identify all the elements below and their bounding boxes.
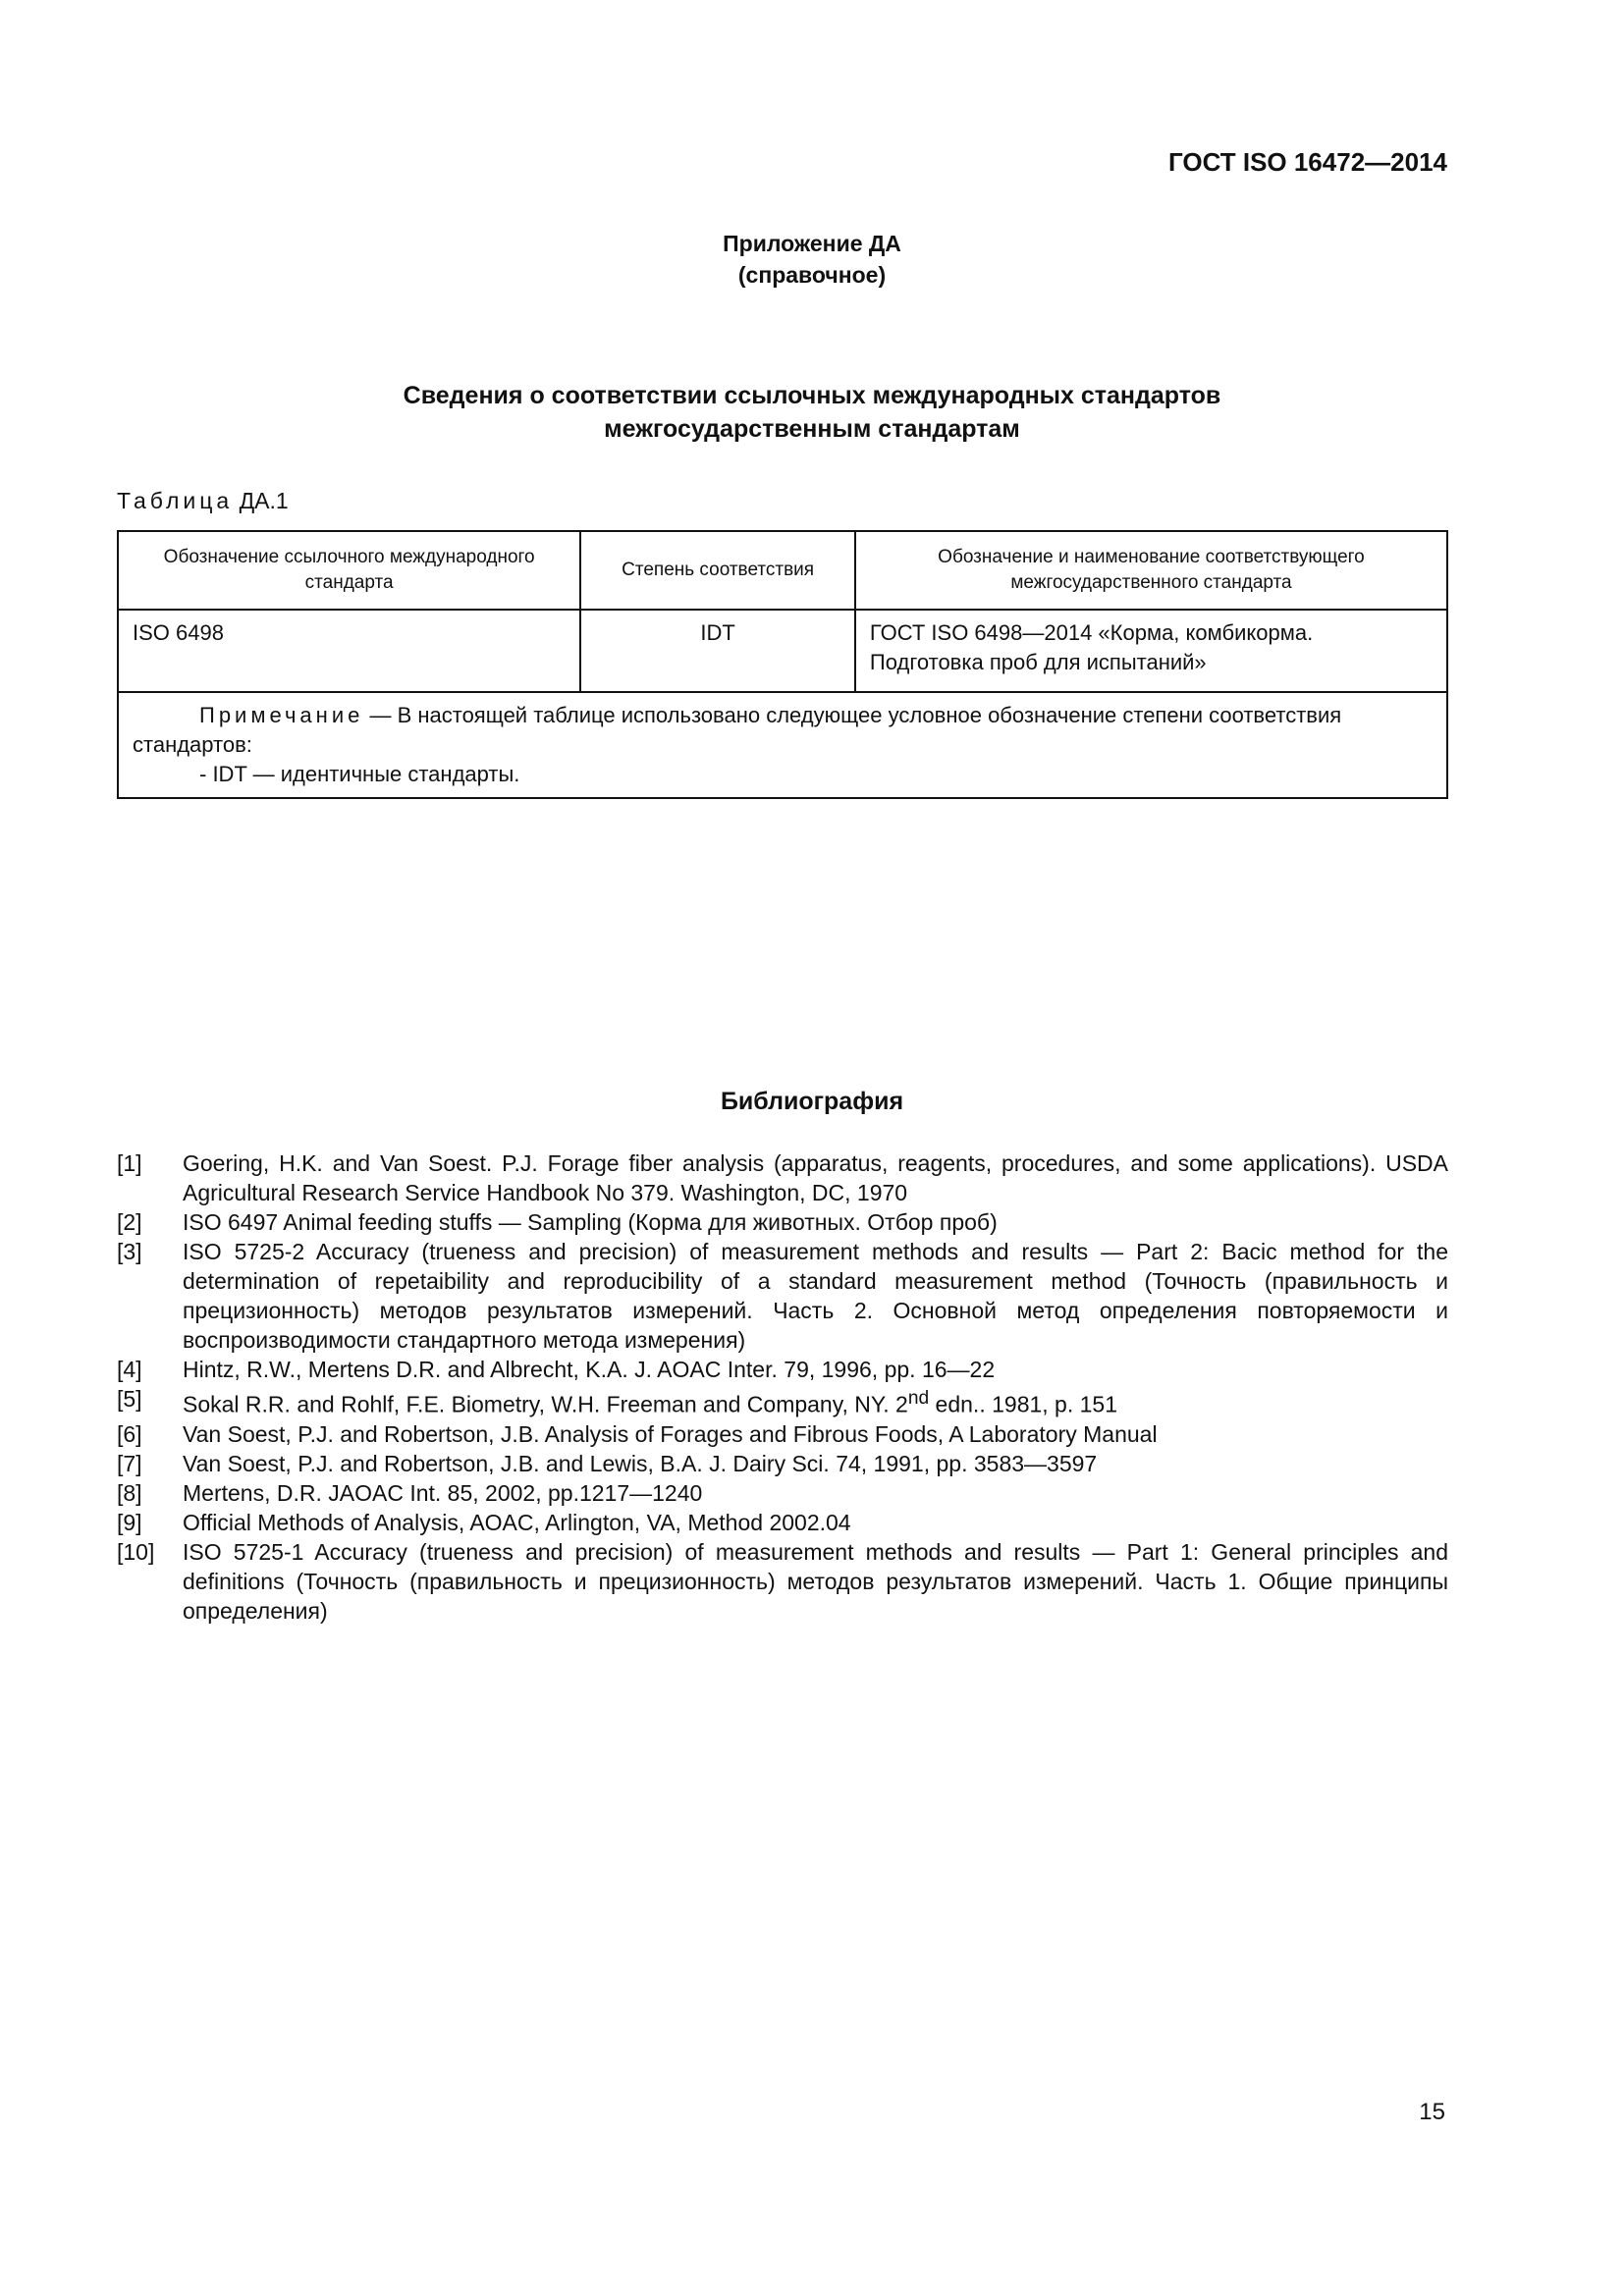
header-degree-of-correspondence: Степень соответствия bbox=[580, 531, 855, 610]
document-code-header: ГОСТ ISO 16472—2014 bbox=[1167, 147, 1447, 177]
list-item bbox=[117, 1355, 1448, 1384]
cell-interstate-standard: ГОСТ ISO 6498—2014 «Корма, комбикорма. Подготовка проб для испытаний» bbox=[855, 610, 1447, 692]
list-item bbox=[117, 1478, 1448, 1508]
entry-number: [5] bbox=[117, 1386, 142, 1412]
entry-number: [9] bbox=[117, 1509, 142, 1535]
appendix-subtitle: (справочное) bbox=[737, 262, 887, 288]
list-item bbox=[117, 1419, 1448, 1449]
entry-text: ISO 5725-1 Accuracy (trueness and precision) of measurement methods and results — Part 1: General principles and definitions (Точность (правильность и прецизионность) методов результатов измерений. Часть 1. Общие принципы определения) bbox=[183, 1538, 1448, 1624]
entry-text-tail: edn.. 1981, p. 151 bbox=[929, 1391, 1117, 1417]
list-item bbox=[117, 1207, 1448, 1237]
list-item bbox=[117, 1537, 1448, 1626]
entry-number: [7] bbox=[117, 1450, 142, 1476]
appendix-title: Приложение ДА bbox=[723, 231, 901, 256]
cell-international-standard: ISO 6498 bbox=[118, 610, 580, 692]
table-caption-label: Таблица bbox=[117, 488, 234, 513]
table-note bbox=[118, 692, 1447, 798]
entry-text: Van Soest, P.J. and Robertson, J.B. Analysis of Forages and Fibrous Foods, A Laboratory Manual bbox=[183, 1420, 1158, 1447]
appendix-heading bbox=[0, 228, 1624, 291]
section-title-line-2: межгосударственным стандартам bbox=[604, 415, 1020, 443]
list-item bbox=[117, 1508, 1448, 1537]
bibliography-list bbox=[117, 1148, 1448, 1626]
entry-text: Official Methods of Analysis, AOAC, Arlington, VA, Method 2002.04 bbox=[183, 1509, 851, 1535]
list-item bbox=[117, 1237, 1448, 1355]
table-caption bbox=[117, 488, 289, 514]
entry-number: [3] bbox=[117, 1239, 142, 1264]
entry-number: [6] bbox=[117, 1420, 142, 1447]
note-text: — В настоящей таблице использовано следующее условное обозначение степени соответствия стандартов: bbox=[133, 703, 1342, 757]
section-title-line-1: Сведения о соответствии ссылочных международных стандартов bbox=[403, 382, 1221, 409]
entry-number: [1] bbox=[117, 1150, 142, 1176]
entry-number: [8] bbox=[117, 1479, 142, 1506]
cell-degree: IDT bbox=[580, 610, 855, 692]
entry-text-superscript: nd bbox=[907, 1388, 930, 1409]
entry-number: [10] bbox=[117, 1538, 155, 1565]
bibliography-title: Библиография bbox=[720, 1088, 904, 1115]
list-item bbox=[117, 1148, 1448, 1207]
entry-text: Goering, H.K. and Van Soest. P.J. Forage fiber analysis (apparatus, reagents, procedures, and some applications). USDA Agricultural Research Service Handbook No 379. Washington, DC, 1970 bbox=[183, 1150, 1448, 1205]
header-international-standard: Обозначение ссылочного международного стандарта bbox=[118, 531, 580, 610]
entry-text: ISO 5725-2 Accuracy (trueness and precision) of measurement methods and results — Part 2: Bacic method for the determination of repetaibility and reproducibility of a standard measurement method (Точность (правильность и прецизионность) методов результатов измерений. Часть 2. Основной метод определения повторяемости и воспроизводимости стандартного метода измерения) bbox=[183, 1239, 1448, 1353]
entry-number: [4] bbox=[117, 1357, 142, 1382]
table-caption-number: ДА.1 bbox=[239, 488, 289, 513]
standards-correspondence-table bbox=[117, 530, 1448, 799]
table-note-row bbox=[118, 692, 1447, 798]
entry-text: Van Soest, P.J. and Robertson, J.B. and Lewis, B.A. J. Dairy Sci. 74, 1991, pp. 3583—3597 bbox=[183, 1450, 1098, 1476]
page-number: 15 bbox=[1419, 2099, 1445, 2125]
note-item: - IDT — идентичные стандарты. bbox=[199, 762, 520, 786]
list-item bbox=[117, 1449, 1448, 1478]
entry-number: [2] bbox=[117, 1209, 142, 1235]
entry-text: ISO 6497 Animal feeding stuffs — Sampling (Корма для животных. Отбор проб) bbox=[183, 1209, 998, 1235]
entry-text-main: Sokal R.R. and Rohlf, F.E. Biometry, W.H. Freeman and Company, NY. 2 bbox=[183, 1391, 908, 1417]
table-header-row bbox=[118, 531, 1447, 610]
entry-text: Hintz, R.W., Mertens D.R. and Albrecht, K.A. J. AOAC Inter. 79, 1996, pp. 16—22 bbox=[183, 1357, 996, 1382]
entry-text bbox=[183, 1384, 1448, 1419]
note-label: Примечание bbox=[199, 703, 364, 727]
entry-text: Mertens, D.R. JAOAC Int. 85, 2002, pp.1217—1240 bbox=[183, 1479, 703, 1506]
list-item bbox=[117, 1384, 1448, 1419]
table-row bbox=[118, 610, 1447, 692]
note-paragraph bbox=[133, 701, 1433, 760]
header-interstate-standard: Обозначение и наименование соответствующего межгосударственного стандарта bbox=[855, 531, 1447, 610]
section-title bbox=[0, 379, 1624, 446]
